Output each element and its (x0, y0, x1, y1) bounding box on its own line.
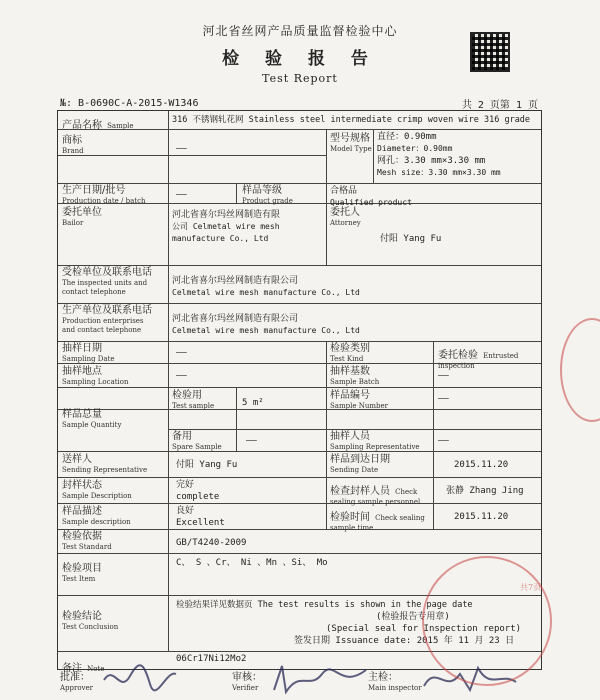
edge-seal (560, 318, 600, 422)
attorney-value: 付阳 Yang Fu (380, 234, 442, 244)
brand-value: —— (176, 144, 187, 154)
qr-code-icon (470, 32, 510, 72)
note-value: 06Cr17Ni12Mo2 (176, 654, 247, 664)
sending-date-value: 2015.11.20 (454, 460, 509, 470)
sending-rep-label: 送样人 Sending Representative (62, 454, 148, 474)
bailor-label: 委托单位 Bailor (62, 207, 102, 227)
report-number: №: B-0690C-A-2015-W1346 (60, 98, 199, 109)
production-enterprise-value: 河北省喜尔玛丝网制造有限公司 Celmetal wire mesh manufacture Co., Ltd (172, 314, 360, 335)
production-date-label: 生产日期/批号 Production date / batch (62, 185, 146, 205)
conclusion-label: 检验结论 Test Conclusion (62, 611, 119, 631)
sealing-person-value: 张静 Zhang Jing (446, 486, 524, 496)
sampling-location-label: 抽样地点 Sampling Location (62, 366, 129, 386)
approver-field: 批准： Approver (60, 672, 94, 692)
approver-signature (100, 660, 180, 698)
production-enterprise-label: 生产单位及联系电话 Production enterprises and contact telephone (62, 305, 152, 334)
report-title-chinese: 检 验 报 告 (222, 49, 378, 69)
sending-rep-value: 付阳 Yang Fu (176, 460, 238, 470)
sending-date-label: 样品到达日期 Sending Date (330, 454, 390, 474)
test-kind-value: 委托检验 Entrusted inspection (438, 350, 519, 370)
sampling-location-value: —— (176, 371, 187, 381)
sample-description-value: 完好 complete (176, 480, 220, 502)
product-name-value: 316 不锈钢轧花网 Stainless steel intermediate crimp woven wire 316 grade (172, 115, 531, 125)
sample-condition-value: 良好 Excellent (176, 506, 225, 528)
sample-number-label: 样品编号 Sample Number (330, 390, 388, 410)
grade-label: 样品等级 Product grade (242, 185, 293, 205)
test-item-value: C、 S 、Cr、 Ni 、Mn 、Si、 Mo (176, 558, 328, 568)
report-title-english: Test Report (262, 72, 338, 85)
issuing-center-name: 河北省丝网产品质量监督检验中心 (202, 24, 398, 38)
sealing-person-label: 检查封样人员 Check sealing sample personnel (330, 486, 421, 506)
sample-number-value: —— (438, 394, 449, 404)
seal-page-count: 共7页 (520, 583, 542, 592)
sample-batch-label: 抽样基数 Sample Batch (330, 366, 380, 386)
sampling-rep-label: 抽样人员 Sampling Representative (330, 431, 420, 451)
test-sample-value: 5 m² (242, 398, 264, 408)
grade-value: 合格品 Qualified product (330, 186, 412, 207)
spare-sample-value: —— (246, 436, 257, 446)
sampling-date-value: —— (176, 348, 187, 358)
verifier-signature (270, 660, 370, 698)
spare-sample-label: 备用 Spare Sample (172, 431, 222, 451)
attorney-label: 委托人 Attorney (330, 207, 361, 227)
conclusion-value: 检验结果详见数据页 The test results is shown in the page date (检验报告专用章) (Special seal for Inspection report) 签发日期 Issuance date: 2015 年 11 月 23 日 (176, 600, 522, 646)
test-standard-value: GB/T4240-2009 (176, 538, 247, 548)
test-sample-label: 检验用 Test sample (172, 390, 215, 410)
sample-condition-label: 样品描述 Sample description (62, 506, 131, 526)
inspected-unit-label: 受检单位及联系电话 The inspected units and contact telephone (62, 267, 152, 296)
model-type-value: 直径：0.90mm Diameter：0.90mm 网孔：3.30 mm×3.30 mm Mesh size：3.30 mm×3.30 mm (377, 132, 501, 177)
sample-quantity-label: 样品总量 Sample Quantity (62, 409, 122, 429)
test-kind-label: 检验类别 Test Kind (330, 343, 370, 363)
inspected-unit-value: 河北省喜尔玛丝网制造有限公司 Celmetal wire mesh manufacture Co., Ltd (172, 276, 360, 297)
main-inspector-field: 主检： Main inspector (368, 672, 422, 692)
page-info: 共 2 页第 1 页 (461, 100, 538, 111)
product-name-label: 产品名称 Sample (62, 120, 134, 131)
sealing-time-value: 2015.11.20 (454, 512, 509, 522)
brand-label: 商标 Brand (62, 135, 84, 155)
inspection-seal (422, 556, 552, 686)
test-item-label: 检验项目 Test Item (62, 563, 102, 583)
test-standard-label: 检验依据 Test Standard (62, 531, 112, 551)
sample-description-label: 封样状态 Sample Description (62, 480, 132, 500)
sampling-rep-value: —— (438, 436, 449, 446)
verifier-field: 审核： Verifier (232, 672, 262, 692)
model-type-label: 型号规格 Model Type (330, 133, 372, 153)
sampling-date-label: 抽样日期 Sampling Date (62, 343, 115, 363)
note-label: 备注 Note (62, 663, 105, 674)
sealing-time-label: 检验时间 Check sealing sample time (330, 512, 425, 532)
sample-batch-value: —— (438, 371, 449, 381)
bailor-value: 河北省喜尔玛丝网制造有限 公司 Celmetal wire mesh manufacture Co., Ltd (172, 210, 281, 243)
production-date-value: —— (176, 190, 187, 200)
